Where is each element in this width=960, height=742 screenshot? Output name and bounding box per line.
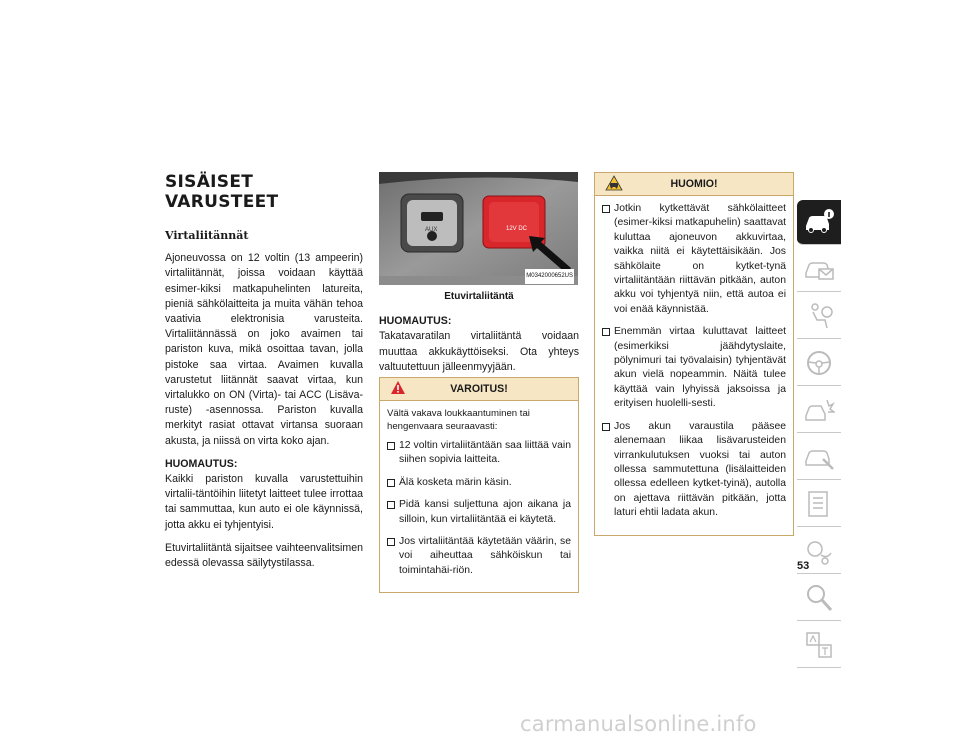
tab-language[interactable] [797,623,841,668]
list-item [602,202,786,317]
checkbox-bullet-icon [602,423,610,431]
spec-list-icon [803,488,835,520]
subsection-title: Virtaliitännät [165,229,249,242]
column-1 [165,172,363,579]
page-number: 53 [797,560,810,572]
checkbox-bullet-icon [387,442,395,450]
caution-box-header [595,173,793,196]
car-wrench-icon [803,441,835,473]
list-item-text: Jos virtaliitäntää käytetään väärin, se voi aiheuttaa sähköiskun tai toimintahäi-riön. [399,536,571,576]
tab-steering-wheel[interactable] [797,341,841,386]
warning-box-title: VAROITUS! [450,383,508,395]
caution-list [602,202,786,521]
outlet-label: 12V DC [506,226,528,232]
caution-box [594,172,794,536]
checkbox-bullet-icon [387,501,395,509]
note-label-2: HUOMAUTUS: [379,315,452,328]
warning-list [387,439,571,578]
checkbox-bullet-icon [387,538,395,546]
car-crash-icon [803,394,835,426]
list-item [387,498,571,527]
list-item [387,476,571,490]
section-title: SISÄISET VARUSTEET [165,172,279,212]
caution-box-title: HUOMIO! [670,178,718,190]
list-item-text: Pidä kansi suljettuna ajon aikana ja silloin, kun virtaliitäntää ei käytetä. [399,499,571,525]
tab-car-info[interactable] [797,200,841,245]
checkbox-bullet-icon [602,205,610,213]
column-2 [379,172,579,383]
list-item-text: 12 voltin virtaliitäntään saa liittää vain siihen sopivia laitteita. [399,440,571,466]
intro-paragraph: Ajoneuvossa on 12 voltin (13 ampeerin) virtaliitännät, joissa voidaan käyttää esimer-kiksi matkapuhelinten latureita, pieniä sähkölaitteita ja muita vähän tehoa vaativia elektronisia varusteita. Virtaliitännässä on joko avaimen tai pariston kuva, mikä osoittaa tavan, jolla pistoke saa virtaa. Avaimen kuvalla varustetut liitännät saavat virtaa, kun virtalukko on ON (Virta)- tai ACC (Lisäva-ruste) -asennossa. Pariston kuvalla merkityt rasiat ottavat virtansa suoraan akusta, ja niissä on virta koko ajan. [165,252,363,447]
checkbox-bullet-icon [387,479,395,487]
tab-seat-airbag[interactable] [797,294,841,339]
image-code: M0342000652US [525,269,574,284]
aux-label: AUX [425,227,438,233]
figure-caption: Etuvirtaliitäntä [444,291,514,302]
list-item-text: Jos akun varaustila pääsee alenemaan liikaa lisävarusteiden virrankulutuksen vuoksi tai auton ollessa sammutettuna (lisälaitteiden ollessa edelleen kytket-tyinä), autolla on ajettava riittävän pitkään, jotta laturi ehtii ladata akun. [614,420,786,519]
warning-box-header [380,378,578,401]
tab-car-wrench[interactable] [797,435,841,480]
note-text: Kaikki pariston kuvalla varustettuihin virtalii-täntöihin liitetyt laitteet tulee irrottaa tai sammuttaa, kun auto ei ole käynnissä, jotta akku ei tyhjentyisi. [165,473,363,531]
seat-airbag-icon [803,300,835,332]
note-text-2: Takatavaratilan virtaliitäntä voidaan muuttaa akkukäyttöiseksi. Ota yhteys valtuutettuun jälleenmyyjään. [379,330,579,373]
warning-triangle-icon [390,380,406,396]
language-icon [803,629,835,661]
warning-box-body [380,401,578,592]
note-label: HUOMAUTUS: [165,457,238,470]
tab-car-crash[interactable] [797,388,841,433]
warning-intro: Vältä vakava loukkaantuminen tai hengenvaara seuraavasti: [387,408,530,432]
list-item [602,420,786,521]
note-paragraph-2 [379,314,579,375]
car-envelope-icon [803,253,835,285]
car-info-icon [803,206,835,238]
magnifier-icon [803,582,835,614]
chapter-tabs [797,200,843,670]
list-item [387,535,571,578]
power-outlet-photo [379,172,578,285]
car-caution-icon [605,175,623,192]
list-item [387,439,571,468]
checkbox-bullet-icon [602,328,610,336]
list-item-text: Enemmän virtaa kuluttavat laitteet (esimerkiksi jäähdytyslaite, pölynimuri tai työvalaisin) tyhjentävät akun vielä nopeammin. Näitä tulee käyttää vain lyhyissä jaksoissa ja erityisen huolelli-sesti. [614,326,786,410]
list-item-text: Älä kosketa märin käsin. [399,476,512,488]
tab-car-envelope[interactable] [797,247,841,292]
caution-box-body [595,196,793,535]
list-item-text: Jotkin kytkettävät sähkölaitteet (esimer-kiksi matkapuhelin) saattavat kuluttaa ajoneuvon akkuvirtaa, vaikka niitä ei käytettäisikään. Jos sähkölaite on kytket-tynä virtaliitäntään riittävän pitkään, auton akku voi tyhjentyä niin, että autoa ei voi enää käynnistää. [614,203,786,315]
note-paragraph [165,457,363,533]
tab-magnifier[interactable] [797,576,841,621]
location-paragraph: Etuvirtaliitäntä sijaitsee vaihteenvalitsimen edessä olevassa säilytystilassa. [165,541,363,570]
steering-wheel-icon [803,347,835,379]
warning-box [379,377,579,593]
watermark[interactable]: carmanualsonline.info [520,712,757,736]
list-item [602,325,786,411]
tab-spec-list[interactable] [797,482,841,527]
